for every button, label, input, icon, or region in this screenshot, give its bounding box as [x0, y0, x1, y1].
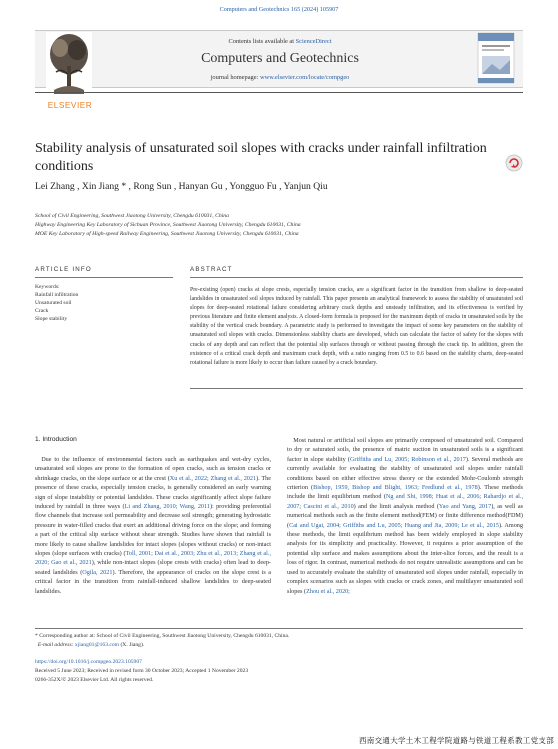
intro-text: ). These methods include the limit equilibrium method (	[287, 484, 523, 501]
check-for-updates-icon[interactable]	[505, 154, 523, 172]
introduction-heading: 1. Introduction	[35, 436, 77, 443]
article-info-heading: ARTICLE INFO	[35, 266, 92, 273]
keyword-item: Slope stability	[35, 316, 68, 322]
intro-text: ): providing preferential flow channels that increase soil permeability and decrease soil strength; generating hydrostatic pressure in water-filled cracks that exert an additional driving force on the slope; and forming a part of the critical slip surface without shear strength. Studies have shown that rainfall is more likely to cause shallow landslides for intact slopes (slopes without cracks) or non-intact slopes (slope surfaces with cracks) (	[35, 503, 271, 558]
intro-text: ). Several methods are currently available for evaluating the stability of unsaturated soil slopes under rainfall conditions based on either effective stress theory or the extended Mohr-Coulomb strength criterion (	[287, 455, 523, 492]
citation-link[interactable]: Ng and Shi, 1998; Huat et al., 2006; Rahardjo et al., 2007; Cascini et al., 2010	[287, 493, 523, 510]
received-dates: Received 5 June 2023; Received in revised form 30 October 2023; Accepted 1 November 2023	[35, 668, 249, 674]
citation-link[interactable]: Li and Zhang, 2010; Wang, 2011	[124, 503, 210, 511]
abstract-heading: ABSTRACT	[190, 266, 233, 273]
intro-text: Due to the influence of environmental factors such as earthquakes and wet-dry cycles, unsaturated soil slopes are prone to the formation of open cracks, such as tension cracks or shrinkage cracks, on the slope surface or at the crest (	[35, 456, 271, 482]
email-prefix: E-mail address:	[37, 642, 75, 648]
journal-title: Computers and Geotechnics	[201, 51, 359, 66]
affiliation-3: MOE Key Laboratory of High-speed Railway Engineering, Southwest Jiaotong University, Chengdu 610031, China	[35, 231, 299, 237]
journal-homepage	[100, 74, 460, 81]
homepage-prefix: journal homepage:	[210, 74, 260, 81]
intro-text: ). Among these methods, the limit equilibrium method has been widely employed in slope stability analysis for its simplicity and practicality. However, it requires a prior assumption of the potential slip surface and makes assumptions about the inter-slice forces, and the result is a loss of rigor. In contrast, numerical methods do not require unrealistic assumptions and can be used to accurately evaluate the stability of unsaturated soil slopes under rainfall, especially in complex scenarios such as slopes with cracks or crack zones, and multilayer unsaturated soil slopes (	[287, 521, 523, 595]
homepage-link[interactable]: www.elsevier.com/locate/compgeo	[259, 74, 350, 81]
intro-left-column	[35, 455, 271, 596]
doi-link[interactable]	[35, 659, 523, 665]
keywords-label: Keywords:	[35, 284, 60, 290]
corresponding-author-note: * Corresponding author at: School of Civil Engineering, Southwest Jiaotong University, Chengdu 610031, China.	[35, 633, 290, 639]
citation-link[interactable]: Cai and Ugai, 2004; Griffiths and Lu, 2005; Huang and Jia, 2009; Le et al., 2015	[289, 521, 499, 529]
abstract-bottom-rule	[190, 388, 523, 389]
intro-text: ), as well as numerical methods such as the finite element method(FEM) or finite difference method(FDM) (	[287, 502, 523, 529]
citation-link[interactable]: Zhou et al., 2020;	[306, 587, 350, 595]
email-link[interactable]: xjiang01@163.com	[74, 642, 120, 648]
sciencedirect-link[interactable]: ScienceDirect	[295, 38, 332, 45]
article-info-rule	[35, 277, 173, 278]
intro-text: ) and the limit analysis method (	[353, 502, 439, 510]
intro-text: ). The presence of these cracks, especially tension cracks, is generally considered an early warning sign of slope instability or potential landslides. These cracks significantly affect slope failure induced by rainfall in three ways (	[35, 474, 271, 511]
citation-link[interactable]: Xu et al., 2022; Zhang et al., 2021	[169, 474, 257, 482]
keyword-item: Unsaturated soil	[35, 300, 72, 306]
citation-link[interactable]: Griffiths and Lu, 2005; Robinson et al., 2017	[349, 455, 466, 463]
contents-prefix: Contents lists available at	[228, 38, 296, 45]
author-list[interactable]: Lei Zhang , Xin Jiang * , Rong Sun , Hanyan Gu , Yongguo Fu , Yanjun Qiu	[35, 181, 328, 192]
publisher-wordmark: ELSEVIER	[47, 100, 93, 110]
doi-text[interactable]: https://doi.org/10.1016/j.compgeo.2023.105907	[35, 659, 142, 665]
intro-text: ). Therefore, the appearance of cracks on the slope crest is a critical factor in the transition from rainfall-induced shallow landslides to deep-seated landslides.	[35, 568, 272, 595]
abstract-top-rule	[190, 277, 523, 278]
email-line	[35, 642, 523, 648]
download-watermark: 西南交通大学土木工程学院道路与铁道工程系教工党支部	[359, 736, 554, 745]
contents-availability	[100, 38, 460, 45]
citation-link[interactable]: Toll, 2001; Dai et al., 2003; Zhu et al., 2013; Zhang et al., 2020; Gao et al., 2021	[35, 550, 271, 567]
citation-link[interactable]: Ogila, 2021	[82, 568, 113, 576]
intro-text: ), while non-intact slopes (slope crests with cracks) often lead to deep-seated landslides (	[35, 559, 271, 576]
affiliation-2: Highway Engineering Key Laboratory of Sichuan Province, Southwest Jiaotong University, Chengdu 610031, China	[35, 222, 301, 228]
affiliation-1: School of Civil Engineering, Southwest Jiaotong University, Chengdu 610031, China	[35, 213, 229, 219]
article-title: Stability analysis of unsaturated soil slopes with cracks under rainfall infiltration conditions	[35, 141, 487, 174]
elsevier-logo-icon	[42, 24, 96, 102]
abstract-text: Pre-existing (open) cracks at slope crests, especially tension cracks, are a significant factor in the transition from shallow to deep-seated landslides in unsaturated soil slopes induced by rainfall. This paper presents an analytical framework to assess the stability of unsaturated soil slopes for deep-seated rotational failure considering arbitrary crack depths and unsteady infiltration, and its effectiveness is verified by previous literature and finite element analysis. A closed-form formula is proposed for the maximum depth of cracks in unsaturated soils by the stability of the vertical crack boundary. A parametric study is performed to investigate the impact of some key parameters on the stability of unsaturated soil slopes with cracks. Dimensionless stability charts are developed, which can calculate the factor of safety for the slopes with cracks of any depth and can reflect that the potential slip surfaces through or without passing through the crack tip. In addition, given the existence of a critical crack depth and maximum crack depth, with a ratio ranging from 0.5 to 0.6 based on the stability charts, deep-seated rotational failure is more likely to occur than failure caused by a crack boundary.	[190, 287, 523, 366]
footnote-rule	[35, 628, 523, 629]
keyword-item: Crack	[35, 308, 49, 314]
copyright-line: 0266-352X/© 2023 Elsevier Ltd. All rights reserved.	[35, 677, 154, 683]
intro-text: Most natural or artificial soil slopes are primarily composed of unsaturated soil. Compared to dry or saturated soils, the presence of matric suction in unsaturated soils is a significant factor in slope stability (	[287, 437, 523, 463]
intro-right-column	[287, 436, 523, 596]
email-suffix: (X. Jiang).	[119, 642, 145, 648]
journal-reference[interactable]: Computers and Geotechnics 165 (2024) 105907	[219, 6, 339, 13]
journal-cover-icon	[472, 30, 520, 86]
citation-link[interactable]: Yao and Yang, 2017	[438, 502, 492, 510]
citation-link[interactable]: Bishop, 1959, Bishop and Blight, 1963; Fredlund et al., 1978	[313, 484, 478, 492]
keyword-item: Rainfall infiltration	[35, 292, 79, 298]
masthead-divider	[35, 92, 523, 93]
